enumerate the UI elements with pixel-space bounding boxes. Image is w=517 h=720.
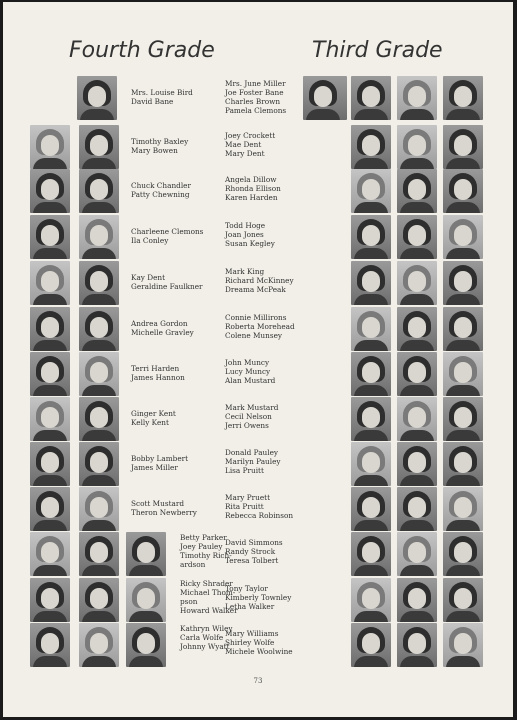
student-name: pson: [180, 597, 198, 606]
student-photo: [126, 623, 166, 667]
student-name: Joey Pauley: [180, 542, 223, 551]
student-name: Connie Millirons: [225, 313, 287, 322]
student-photo: [30, 442, 70, 486]
student-photo: [30, 307, 70, 351]
name-list: [225, 403, 278, 430]
student-name: Roberta Morehead: [225, 322, 295, 331]
name-list: [131, 273, 203, 291]
name-list: [131, 409, 176, 427]
name-list: [131, 364, 185, 382]
student-photo: [351, 215, 391, 259]
student-name: Andrea Gordon: [131, 319, 188, 328]
student-name: Theron Newberry: [131, 508, 197, 517]
name-list: [225, 79, 286, 115]
student-name: Ricky Shrader: [180, 579, 233, 588]
student-photo: [443, 307, 483, 351]
student-photo: [397, 397, 437, 441]
name-list: [131, 227, 203, 245]
student-name: Susan Kegley: [225, 239, 275, 248]
name-list: [225, 131, 275, 158]
student-name: Teresa Tolbert: [225, 556, 279, 565]
student-name: Chuck Chandler: [131, 181, 191, 190]
student-photo: [443, 442, 483, 486]
student-photo: [443, 76, 483, 120]
student-photo: [79, 442, 119, 486]
student-photo: [30, 215, 70, 259]
student-name: Mae Dent: [225, 140, 262, 149]
student-name: Mary Pruett: [225, 493, 271, 502]
student-photo: [351, 261, 391, 305]
student-photo: [443, 352, 483, 396]
student-photo: [351, 442, 391, 486]
student-name: Terri Harden: [131, 364, 180, 373]
student-photo: [397, 487, 437, 531]
student-name: Karen Harden: [225, 193, 278, 202]
student-photo: [79, 261, 119, 305]
name-list: [131, 181, 191, 199]
student-photo: [79, 215, 119, 259]
student-photo: [79, 532, 119, 576]
teacher-photo: [303, 76, 347, 120]
student-name: Timothy Rich-: [180, 551, 232, 560]
name-list: [225, 629, 293, 656]
student-name: David Bane: [131, 97, 174, 106]
student-name: Mark Mustard: [225, 403, 279, 412]
student-name: Mary Williams: [225, 629, 279, 638]
student-name: Randy Strock: [225, 547, 276, 556]
name-list: [225, 538, 283, 565]
student-name: Bobby Lambert: [131, 454, 189, 463]
page-number: 73: [253, 677, 263, 685]
name-list: [131, 137, 188, 155]
student-photo: [443, 623, 483, 667]
student-photo: [77, 76, 117, 120]
student-photo: [30, 169, 70, 213]
student-name: ardson: [180, 560, 206, 569]
student-name: David Simmons: [225, 538, 283, 547]
student-photo: [351, 352, 391, 396]
student-name: Marilyn Pauley: [225, 457, 281, 466]
student-name: Mrs. June Miller: [225, 79, 286, 88]
student-photo: [397, 125, 437, 169]
student-photo: [79, 623, 119, 667]
student-name: Rebecca Robinson: [225, 511, 294, 520]
student-photo: [397, 532, 437, 576]
student-photo: [30, 578, 70, 622]
student-name: Todd Hoge: [225, 221, 266, 230]
student-name: Rhonda Ellison: [225, 184, 281, 193]
student-photo: [351, 397, 391, 441]
student-photo: [443, 169, 483, 213]
student-name: Howard Walker: [180, 606, 238, 615]
name-list: [131, 319, 194, 337]
student-photo: [351, 532, 391, 576]
student-name: Charleene Clemons: [131, 227, 204, 236]
student-name: Richard McKinney: [225, 276, 294, 285]
student-photo: [79, 307, 119, 351]
student-photo: [443, 532, 483, 576]
student-name: Alan Mustard: [225, 376, 276, 385]
student-name: Colene Munsey: [225, 331, 283, 340]
name-list: [225, 267, 294, 294]
student-name: Ginger Kent: [131, 409, 176, 418]
student-name: Mary Dent: [225, 149, 265, 158]
student-name: Shirley Wolfe: [225, 638, 275, 647]
student-photo: [351, 307, 391, 351]
student-name: Joan Jones: [225, 230, 264, 239]
name-list: [131, 88, 193, 106]
student-photo: [397, 623, 437, 667]
student-photo: [443, 397, 483, 441]
student-name: Mrs. Louise Bird: [131, 88, 193, 97]
student-name: Carla Wolfe: [180, 633, 224, 642]
student-name: Cecil Nelson: [225, 412, 272, 421]
student-name: Joe Foster Bane: [225, 88, 284, 97]
yearbook-page: [3, 2, 513, 717]
student-photo: [30, 487, 70, 531]
student-photo: [397, 215, 437, 259]
student-name: Kelly Kent: [131, 418, 169, 427]
name-list: [131, 499, 197, 517]
student-photo: [30, 352, 70, 396]
student-photo: [443, 261, 483, 305]
name-list: [225, 448, 281, 475]
student-name: Lisa Pruitt: [225, 466, 264, 475]
student-name: Michael Thom-: [180, 588, 236, 597]
student-name: Michelle Gravley: [131, 328, 194, 337]
student-photo: [397, 578, 437, 622]
name-list: [225, 221, 275, 248]
student-name: Charles Brown: [225, 97, 281, 106]
student-photo: [30, 125, 70, 169]
student-name: James Miller: [131, 463, 178, 472]
student-name: Angela Dillow: [225, 175, 277, 184]
student-name: Rita Pruitt: [225, 502, 264, 511]
student-photo: [397, 169, 437, 213]
student-photo: [79, 352, 119, 396]
student-photo: [126, 532, 166, 576]
student-name: Donald Pauley: [225, 448, 279, 457]
student-name: Johnny Wyatt: [180, 642, 230, 651]
student-photo: [397, 352, 437, 396]
student-photo: [351, 623, 391, 667]
student-photo: [30, 397, 70, 441]
student-photo: [351, 578, 391, 622]
student-name: Ila Conley: [131, 236, 169, 245]
student-name: John Muncy: [225, 358, 270, 367]
student-name: Pamela Clemons: [225, 106, 287, 115]
student-photo: [351, 169, 391, 213]
name-list: [225, 313, 295, 340]
student-photo: [30, 261, 70, 305]
student-photo: [79, 125, 119, 169]
student-name: Kathryn Wiley: [180, 624, 233, 633]
student-photo: [351, 487, 391, 531]
name-list: [180, 533, 232, 569]
third-grade-title: Third Grade: [312, 38, 443, 63]
name-list: [131, 454, 188, 472]
student-name: Timothy Baxley: [131, 137, 189, 146]
student-name: Mark King: [225, 267, 265, 276]
student-photo: [397, 307, 437, 351]
student-name: Lucy Muncy: [225, 367, 271, 376]
student-name: Tony Taylor: [225, 584, 268, 593]
student-photo: [30, 532, 70, 576]
student-name: Geraldine Faulkner: [131, 282, 203, 291]
student-name: Patty Chewning: [131, 190, 190, 199]
student-photo: [351, 76, 391, 120]
student-photo: [443, 487, 483, 531]
student-photo: [79, 487, 119, 531]
name-list: [225, 175, 281, 202]
student-name: James Hannon: [131, 373, 185, 382]
student-photo: [443, 578, 483, 622]
student-photo: [79, 578, 119, 622]
name-list: [225, 493, 293, 520]
student-name: Jerri Owens: [225, 421, 269, 430]
fourth-grade-title: Fourth Grade: [69, 38, 215, 63]
student-photo: [443, 125, 483, 169]
student-name: Michele Woolwine: [225, 647, 293, 656]
name-list: [225, 358, 275, 385]
student-name: Joey Crockett: [225, 131, 276, 140]
student-name: Scott Mustard: [131, 499, 185, 508]
student-name: Betty Parker: [180, 533, 227, 542]
student-photo: [397, 76, 437, 120]
student-photo: [30, 623, 70, 667]
student-photo: [397, 442, 437, 486]
student-name: Dreama McPeak: [225, 285, 286, 294]
student-photo: [443, 215, 483, 259]
student-photo: [126, 578, 166, 622]
student-photo: [79, 397, 119, 441]
student-name: Letha Walker: [225, 602, 275, 611]
student-photo: [397, 261, 437, 305]
name-list: [225, 584, 291, 611]
student-photo: [79, 169, 119, 213]
student-name: Kay Dent: [131, 273, 166, 282]
student-name: Kimberly Townley: [225, 593, 292, 602]
student-photo: [351, 125, 391, 169]
student-name: Mary Bowen: [131, 146, 178, 155]
